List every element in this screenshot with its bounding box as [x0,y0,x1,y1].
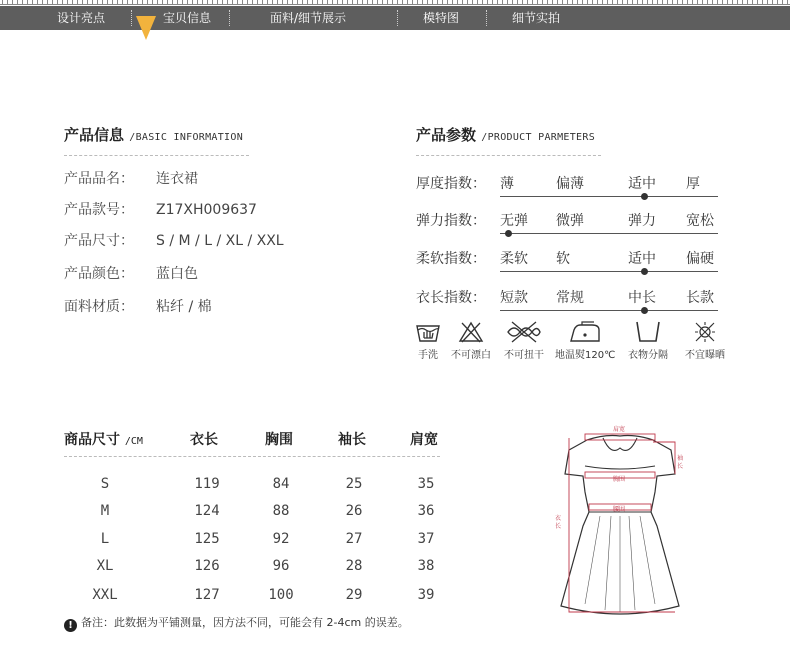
nav-item-fabric-detail[interactable]: 面料/细节展示 [270,11,347,25]
info-label: 产品品名： [64,171,134,187]
top-nav [0,0,790,30]
nav-separator [229,10,230,26]
size-value-cell: 27 [345,531,363,547]
divider [64,456,440,457]
param-option: 薄 [500,176,514,192]
divider [64,155,249,156]
chain-border-decoration [0,0,790,5]
info-value: 粘纤 / 棉 [156,299,212,315]
no-wring-icon [504,320,544,344]
param-track [500,271,718,272]
size-table-unit: /CM [124,436,143,447]
nav-item-product-info[interactable]: 宝贝信息 [163,11,212,25]
param-label: 柔软指数： [416,251,486,267]
param-option: 常规 [556,290,584,306]
param-option: 偏硬 [686,251,714,267]
note [64,614,409,632]
param-label: 衣长指数： [416,290,486,306]
size-header-shoulder: 肩宽 [410,432,438,448]
param-track [500,233,718,234]
note-text: 备注：此数据为平铺测量，因方法不同，可能会有 2-4cm 的误差。 [81,616,409,629]
param-option: 中长 [628,290,656,306]
size-table-title [64,429,143,449]
nav-separator [131,10,132,26]
param-option: 宽松 [686,213,714,229]
size-table-title-text: 商品尺寸 [64,432,120,448]
info-value: Z17XH009637 [156,202,257,218]
param-option: 短款 [500,290,528,306]
size-value-cell: 39 [417,587,435,603]
size-value-cell: 96 [272,558,290,574]
care-item [555,320,615,361]
param-option: 适中 [628,251,656,267]
size-label-cell: L [100,531,110,547]
param-label: 弹力指数： [416,213,486,229]
product-params-subtitle: /PRODUCT PARMETERS [481,132,596,143]
product-info-subtitle: /BASIC INFORMATION [129,132,244,143]
size-value-cell: 28 [345,558,363,574]
nav-separator [397,10,398,26]
care-label: 地温熨120℃ [555,350,616,361]
shoulder-label: 肩宽 [613,426,626,433]
param-label: 厚度指数： [416,176,486,192]
param-indicator-dot [641,193,648,200]
size-value-cell: 92 [272,531,290,547]
active-nav-arrow-icon [136,16,156,40]
info-label: 产品尺寸： [64,233,134,249]
param-option: 弹力 [628,213,656,229]
chest-label: 胸围 [613,476,626,483]
size-label-cell: S [100,476,110,492]
size-value-cell: 29 [345,587,363,603]
care-item [494,320,554,361]
param-indicator-dot [641,307,648,314]
param-track [500,310,718,311]
param-option: 软 [556,251,570,267]
product-params-title-text: 产品参数 [416,126,477,144]
waist-label: 腰围 [613,506,626,513]
size-label-cell: XL [96,558,114,574]
hand-wash-icon [415,320,441,344]
size-value-cell: 124 [194,503,220,519]
size-value-cell: 127 [194,587,220,603]
size-value-cell: 26 [345,503,363,519]
size-header-length: 衣长 [190,432,218,448]
separate-wash-icon [633,320,663,344]
nav-item-real-shots[interactable]: 细节实拍 [512,11,561,25]
divider [416,155,601,156]
nav-strip [0,6,790,30]
care-item [618,320,678,361]
param-indicator-dot [505,230,512,237]
size-value-cell: 84 [272,476,290,492]
param-option: 微弹 [556,213,584,229]
size-value-cell: 38 [417,558,435,574]
size-value-cell: 125 [194,531,220,547]
info-row [64,168,198,188]
info-label: 产品款号： [64,202,134,218]
product-info-title [64,124,243,145]
param-track [500,196,718,197]
param-option: 长款 [686,290,714,306]
size-label-cell: XXL [92,587,118,603]
info-label: 产品颜色： [64,266,134,282]
care-label: 手洗 [418,350,438,361]
info-value: S / M / L / XL / XXL [156,233,284,249]
param-option: 无弹 [500,213,528,229]
length-label-1: 衣 [555,515,562,522]
length-label-2: 长 [555,523,562,530]
product-info-title-text: 产品信息 [64,126,125,144]
size-value-cell: 126 [194,558,220,574]
sleeve-label-1: 袖 [677,455,684,462]
info-row [64,296,212,316]
size-value-cell: 88 [272,503,290,519]
info-row [64,263,198,283]
no-bleach-icon [458,320,484,344]
param-option: 适中 [628,176,656,192]
size-value-cell: 100 [268,587,294,603]
info-value: 蓝白色 [156,266,198,282]
size-header-sleeve: 袖长 [338,432,366,448]
param-indicator-dot [641,268,648,275]
size-label-cell: M [100,503,110,519]
nav-separator [486,10,487,26]
low-iron-icon [568,320,602,344]
param-option: 厚 [686,176,700,192]
no-sun-icon [692,320,718,344]
info-value: 连衣裙 [156,171,198,187]
param-option: 柔软 [500,251,528,267]
param-option: 偏薄 [556,176,584,192]
sleeve-label-2: 长 [677,463,684,470]
care-label: 衣物分隔 [628,350,668,361]
info-row [64,230,284,250]
size-value-cell: 36 [417,503,435,519]
dress-measurement-diagram [545,420,695,630]
care-item [675,320,735,361]
info-row [64,199,257,219]
exclamation-icon: ! [64,619,77,632]
size-value-cell: 35 [417,476,435,492]
product-params-title [416,124,595,145]
care-label: 不宜曝晒 [685,350,725,361]
care-label: 不可漂白 [451,350,491,361]
care-label: 不可扭干 [504,350,544,361]
nav-item-design[interactable]: 设计亮点 [57,11,106,25]
size-value-cell: 37 [417,531,435,547]
info-label: 面料材质： [64,299,134,315]
nav-item-model[interactable]: 模特图 [423,11,460,25]
care-item [441,320,501,361]
size-value-cell: 25 [345,476,363,492]
size-header-chest: 胸围 [265,432,293,448]
size-value-cell: 119 [194,476,220,492]
